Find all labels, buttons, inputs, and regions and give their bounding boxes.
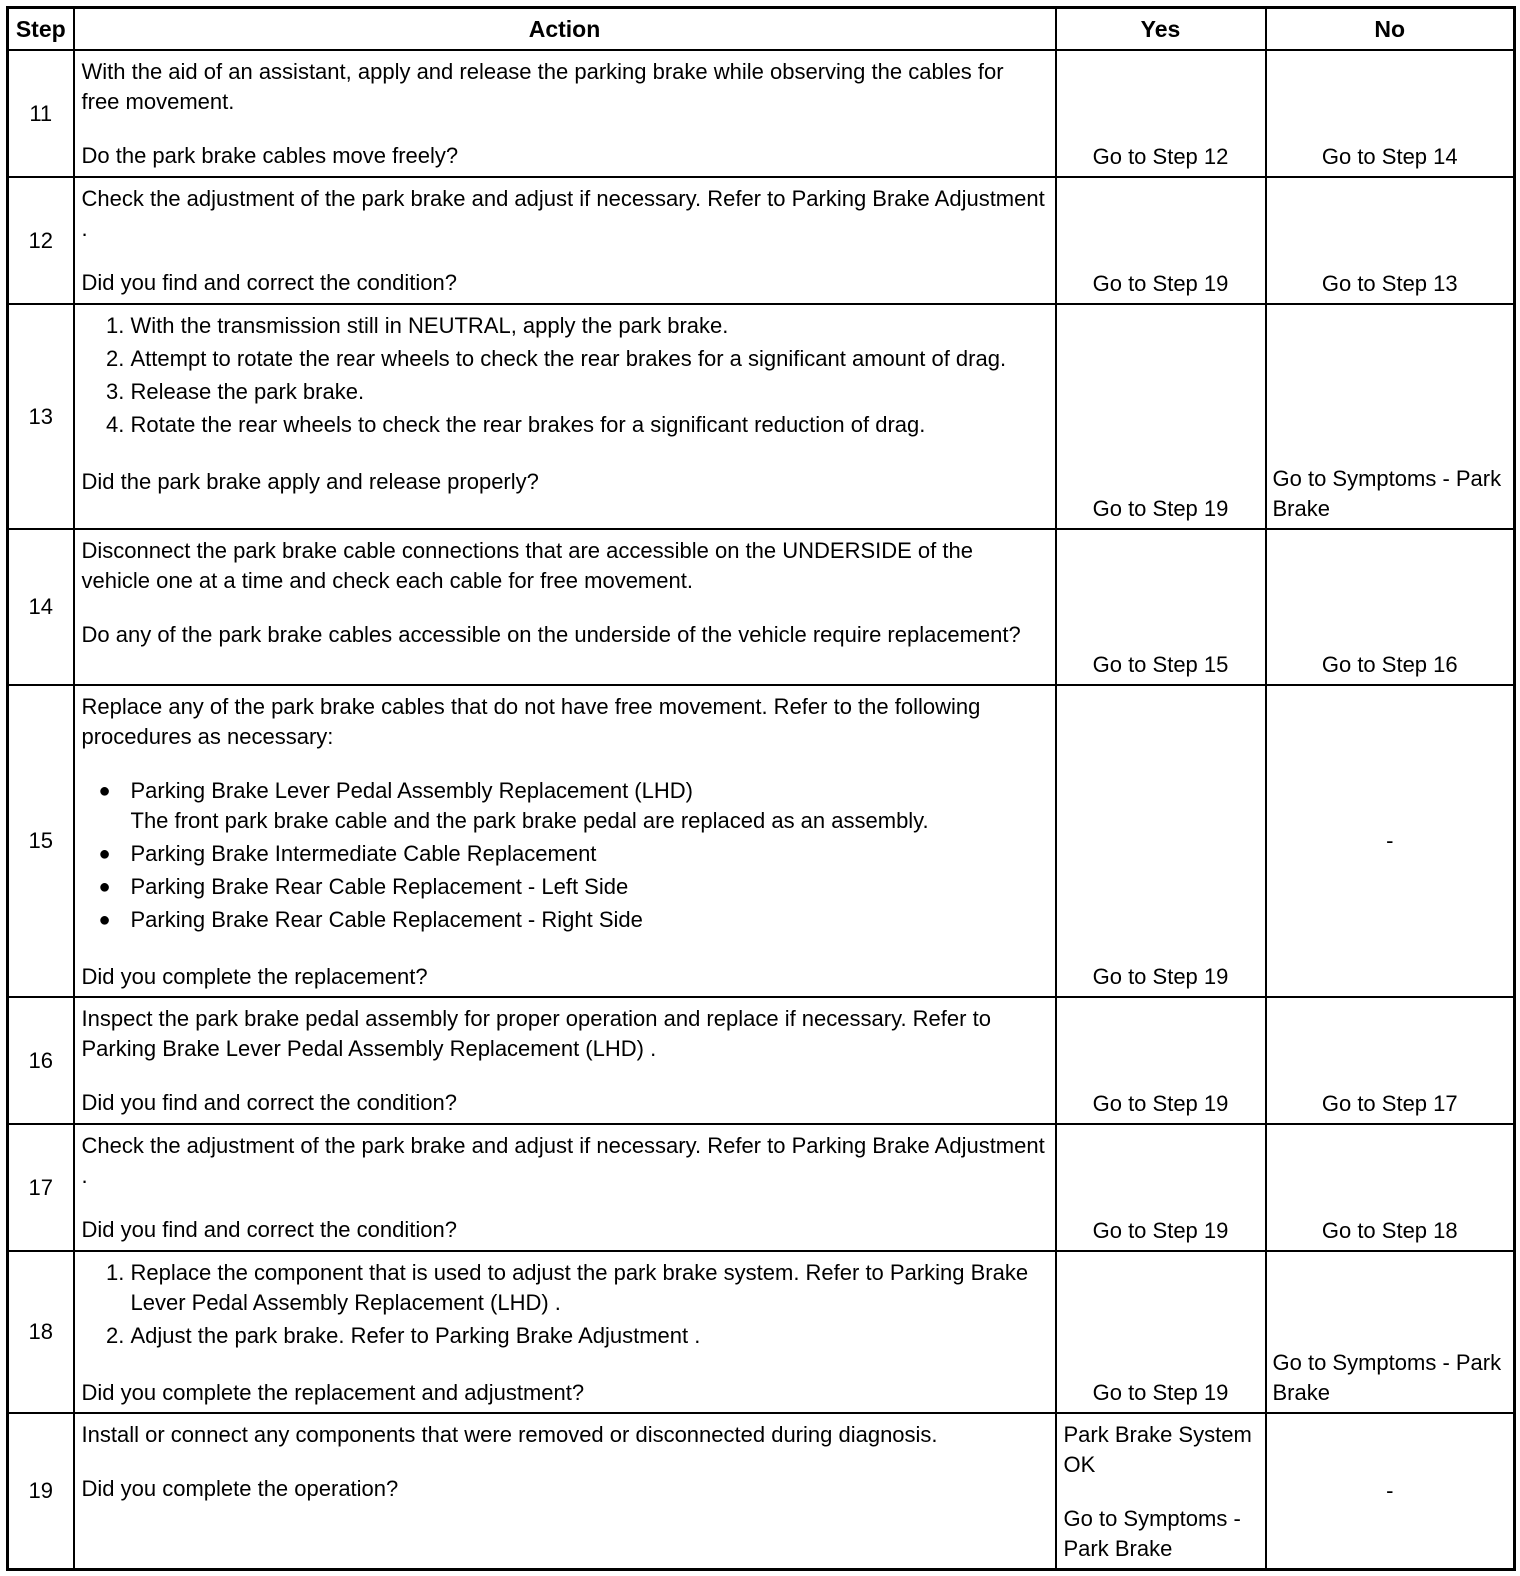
no-cell: Go to Step 13 bbox=[1266, 177, 1515, 304]
no-cell: Go to Step 18 bbox=[1266, 1124, 1515, 1251]
step-number: 19 bbox=[8, 1413, 74, 1570]
action-cell bbox=[74, 50, 1056, 177]
header-no: No bbox=[1266, 8, 1515, 51]
list-item bbox=[131, 776, 1047, 836]
list-item: 4. Rotate the rear wheels to check the rear brakes for a significant reduction of drag. bbox=[131, 410, 1047, 440]
action-text: Check the adjustment of the park brake and adjust if necessary. Refer to Parking Brake Adjustment . bbox=[81, 186, 1045, 241]
action-cell bbox=[74, 997, 1056, 1124]
action-cell bbox=[74, 1251, 1056, 1413]
list-item: ● Parking Brake Rear Cable Replacement - Left Side bbox=[131, 872, 1047, 902]
yes-result-ok: Park Brake System OK bbox=[1063, 1422, 1252, 1477]
yes-cell: Go to Step 19 bbox=[1056, 1124, 1266, 1251]
table-row bbox=[8, 304, 1515, 529]
yes-result-symptoms: Go to Symptoms - Park Brake bbox=[1063, 1506, 1241, 1561]
step-number: 15 bbox=[8, 685, 74, 997]
table-row bbox=[8, 997, 1515, 1124]
yes-cell: Go to Step 12 bbox=[1056, 50, 1266, 177]
action-question: Did you complete the replacement? bbox=[81, 964, 428, 989]
action-text: Check the adjustment of the park brake and adjust if necessary. Refer to Parking Brake Adjustment . bbox=[81, 1133, 1045, 1188]
step-number: 13 bbox=[8, 304, 74, 529]
action-text: Replace any of the park brake cables that do not have free movement. Refer to the following procedures as necessary: bbox=[81, 694, 981, 749]
action-cell bbox=[74, 304, 1056, 529]
numbered-list bbox=[82, 1258, 1047, 1351]
header-row bbox=[8, 8, 1515, 51]
list-item: ● Parking Brake Intermediate Cable Replacement bbox=[131, 839, 1047, 869]
action-question: Do any of the park brake cables accessible on the underside of the vehicle require replacement? bbox=[81, 622, 1021, 647]
no-cell: - bbox=[1266, 1413, 1515, 1570]
yes-cell: Go to Step 19 bbox=[1056, 1251, 1266, 1413]
list-item: 3. Release the park brake. bbox=[131, 377, 1047, 407]
diagnostic-table bbox=[6, 6, 1516, 1571]
action-question: Do the park brake cables move freely? bbox=[81, 143, 459, 168]
yes-cell bbox=[1056, 1413, 1266, 1570]
list-item: 1. Replace the component that is used to adjust the park brake system. Refer to Parking Brake Lever Pedal Assembly Replacement (LHD) . bbox=[131, 1258, 1047, 1318]
header-yes: Yes bbox=[1056, 8, 1266, 51]
no-cell: Go to Step 16 bbox=[1266, 529, 1515, 685]
list-item: ● Parking Brake Rear Cable Replacement - Right Side bbox=[131, 905, 1047, 935]
list-item-text: ● Parking Brake Lever Pedal Assembly Replacement (LHD) bbox=[130, 778, 693, 803]
yes-cell: Go to Step 19 bbox=[1056, 685, 1266, 997]
action-question: Did you complete the replacement and adjustment? bbox=[81, 1380, 585, 1405]
no-cell: Go to Symptoms - Park Brake bbox=[1266, 304, 1515, 529]
action-text: Install or connect any components that were removed or disconnected during diagnosis. bbox=[81, 1422, 938, 1447]
bullet-list bbox=[82, 776, 1047, 935]
yes-cell: Go to Step 19 bbox=[1056, 304, 1266, 529]
table-row bbox=[8, 685, 1515, 997]
step-number: 12 bbox=[8, 177, 74, 304]
list-item-note: The front park brake cable and the park brake pedal are replaced as an assembly. bbox=[130, 808, 929, 833]
action-cell bbox=[74, 529, 1056, 685]
step-number: 16 bbox=[8, 997, 74, 1124]
table-row bbox=[8, 529, 1515, 685]
action-text: Inspect the park brake pedal assembly for proper operation and replace if necessary. Refer to Parking Brake Lever Pedal Assembly Replacement (LHD) . bbox=[81, 1006, 991, 1061]
action-cell bbox=[74, 1413, 1056, 1570]
table-row bbox=[8, 1413, 1515, 1570]
action-cell bbox=[74, 1124, 1056, 1251]
action-question: Did you find and correct the condition? bbox=[81, 1090, 457, 1115]
header-action: Action bbox=[74, 8, 1056, 51]
action-question: Did you complete the operation? bbox=[81, 1476, 399, 1501]
list-item: 2. Attempt to rotate the rear wheels to check the rear brakes for a significant amount of drag. bbox=[131, 344, 1047, 374]
no-cell: Go to Step 17 bbox=[1266, 997, 1515, 1124]
action-question: Did you find and correct the condition? bbox=[81, 270, 457, 295]
step-number: 17 bbox=[8, 1124, 74, 1251]
no-cell: Go to Symptoms - Park Brake bbox=[1266, 1251, 1515, 1413]
yes-cell: Go to Step 19 bbox=[1056, 997, 1266, 1124]
list-item: 2. Adjust the park brake. Refer to Parking Brake Adjustment . bbox=[131, 1321, 1047, 1351]
no-cell: Go to Step 14 bbox=[1266, 50, 1515, 177]
step-number: 18 bbox=[8, 1251, 74, 1413]
header-step: Step bbox=[8, 8, 74, 51]
step-number: 14 bbox=[8, 529, 74, 685]
table-row bbox=[8, 1251, 1515, 1413]
table-row bbox=[8, 50, 1515, 177]
numbered-list bbox=[82, 311, 1047, 440]
action-text: Disconnect the park brake cable connections that are accessible on the UNDERSIDE of the vehicle one at a time and check each cable for free movement. bbox=[81, 538, 973, 593]
action-text: With the aid of an assistant, apply and release the parking brake while observing the cables for free movement. bbox=[81, 59, 1004, 114]
yes-cell: Go to Step 15 bbox=[1056, 529, 1266, 685]
yes-cell: Go to Step 19 bbox=[1056, 177, 1266, 304]
action-cell bbox=[74, 177, 1056, 304]
action-question: Did you find and correct the condition? bbox=[81, 1217, 457, 1242]
list-item: 1. With the transmission still in NEUTRAL, apply the park brake. bbox=[131, 311, 1047, 341]
no-cell: - bbox=[1266, 685, 1515, 997]
action-question: Did the park brake apply and release properly? bbox=[81, 469, 539, 494]
table-row bbox=[8, 177, 1515, 304]
step-number: 11 bbox=[8, 50, 74, 177]
table-row bbox=[8, 1124, 1515, 1251]
action-cell bbox=[74, 685, 1056, 997]
